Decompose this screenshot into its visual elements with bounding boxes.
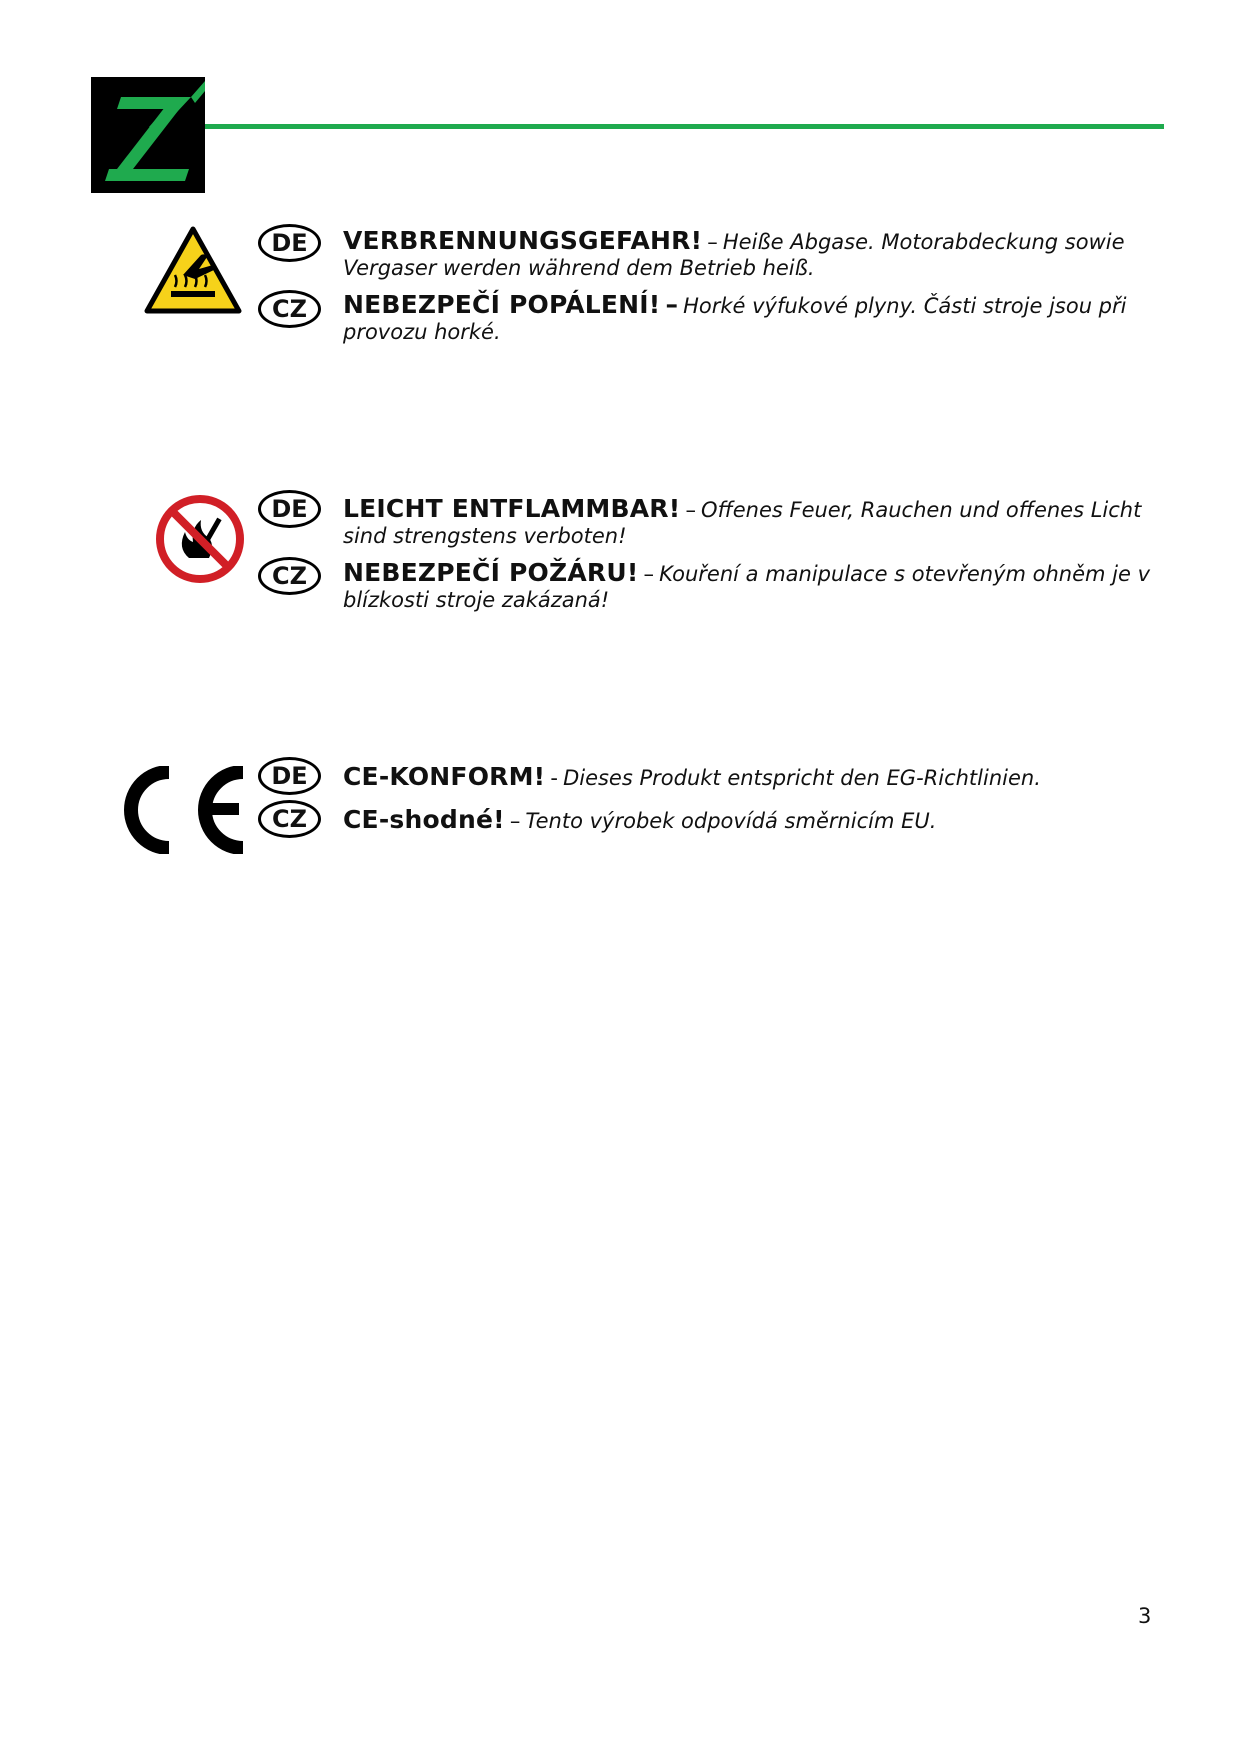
separator: – — [643, 562, 655, 586]
separator: – — [509, 809, 521, 833]
z-logo-icon — [91, 77, 205, 193]
hot-surface-warning-icon — [143, 225, 243, 317]
notice-description: Dieses Produkt entspricht den EG-Richtlinien. — [563, 766, 1041, 790]
separator: – — [685, 498, 696, 522]
notice-description: Horké výfukové plyny. Části stroje jsou při provozu horké. — [343, 294, 1127, 344]
separator: – — [665, 290, 678, 319]
notice-description: Kouření a manipulace s otevřeným ohněm je v blízkosti stroje zakázaná! — [343, 562, 1151, 612]
lang-badge-cz: CZ — [258, 290, 321, 328]
notice-heading: NEBEZPEČÍ POPÁLENÍ! — [343, 290, 661, 319]
notice-heading: CE-shodné! — [343, 805, 505, 834]
notice-description: Offenes Feuer, Rauchen und offenes Licht sind strengstens verboten! — [343, 498, 1142, 548]
lang-badge-de: DE — [258, 757, 321, 795]
notice-heading: CE-KONFORM! — [343, 762, 546, 791]
lang-badge-de: DE — [258, 224, 321, 262]
header-rule — [205, 124, 1164, 129]
separator: - — [550, 766, 558, 790]
notice-description: Tento výrobek odpovídá směrnicím EU. — [525, 809, 937, 833]
notice-heading: LEICHT ENTFLAMMBAR! — [343, 494, 681, 523]
notice-description: Heiße Abgase. Motorabdeckung sowie Vergaser werden während dem Betrieb heiß. — [343, 230, 1125, 280]
ce-mark-icon — [121, 766, 251, 854]
separator: – — [707, 230, 718, 254]
page-number: 3 — [1138, 1604, 1152, 1628]
company-logo — [91, 77, 205, 193]
notice-heading: VERBRENNUNGSGEFAHR! — [343, 226, 703, 255]
notice-heading: NEBEZPEČÍ POŽÁRU! — [343, 558, 639, 587]
lang-badge-cz: CZ — [258, 557, 321, 595]
lang-badge-de: DE — [258, 490, 321, 528]
no-open-flame-icon — [155, 494, 245, 584]
lang-badge-cz: CZ — [258, 800, 321, 838]
